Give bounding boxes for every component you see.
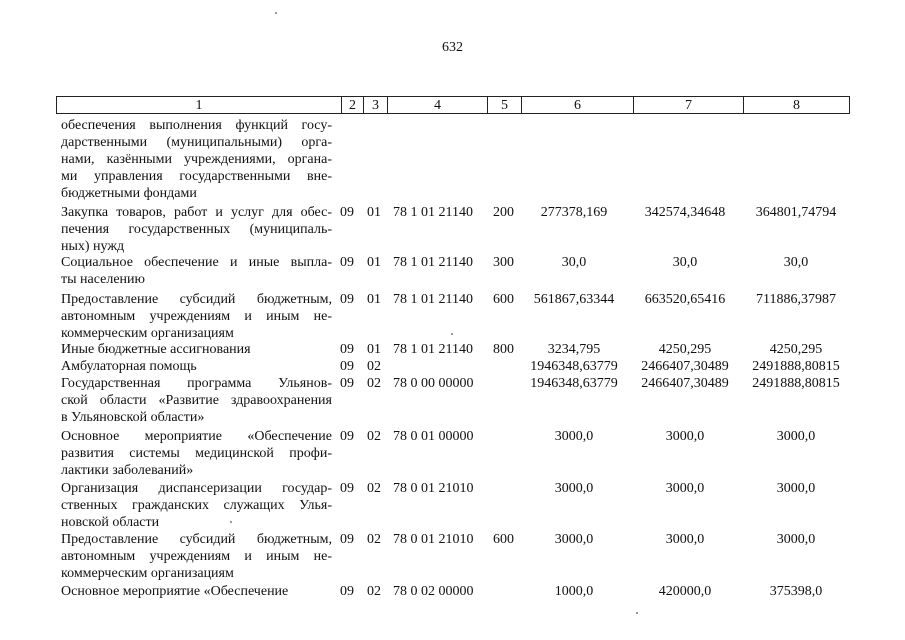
cell-c6: 30,0 — [561, 255, 587, 270]
cell-c8: 2491888,80815 — [752, 376, 840, 391]
row-name-line: Основное мероприятие «Обеспечение — [61, 429, 332, 444]
row-name-line: Государственная программа Ульянов- — [61, 376, 332, 391]
row-name-line: автономным учреждениям и иным не- — [61, 309, 332, 324]
row-name — [61, 291, 332, 342]
cell-c2: 09 — [340, 255, 354, 270]
row-name-line: развития системы медицинской профи- — [61, 446, 332, 461]
cell-c5: 800 — [493, 342, 514, 357]
cell-c6: 1946348,63779 — [530, 359, 618, 374]
cell-c7: 2466407,30489 — [641, 376, 729, 391]
row-name-line: нами, казёнными учреждениями, органа- — [61, 152, 332, 167]
scan-speck — [636, 612, 638, 614]
row-name — [61, 341, 332, 358]
cell-c5: 300 — [493, 255, 514, 270]
row-name-line: ственных гражданских служащих Улья- — [61, 498, 332, 513]
cell-c3: 01 — [367, 342, 381, 357]
scan-speck — [275, 12, 277, 14]
cell-c4: 78 0 00 00000 — [393, 376, 474, 391]
cell-c4: 78 1 01 21140 — [393, 255, 473, 270]
cell-c3: 01 — [367, 255, 381, 270]
row-name-line: дарственными (муниципальными) орга- — [61, 135, 332, 150]
cell-c3: 02 — [367, 481, 381, 496]
cell-c3: 02 — [367, 359, 381, 374]
row-name-line: ных) нужд — [61, 239, 125, 254]
cell-c3: 02 — [367, 532, 381, 547]
cell-c5: 600 — [493, 532, 514, 547]
cell-c8: 30,0 — [783, 255, 809, 270]
row-name — [61, 480, 332, 531]
cell-c4: 78 1 01 21140 — [393, 292, 473, 307]
cell-c3: 01 — [367, 292, 381, 307]
header-col-2: 2 — [341, 97, 363, 113]
header-col-8: 8 — [743, 97, 849, 113]
cell-c3: 02 — [367, 376, 381, 391]
cell-c2: 09 — [340, 532, 354, 547]
cell-c8: 3000,0 — [776, 429, 816, 444]
row-name-line: Основное мероприятие «Обеспечение — [61, 584, 289, 599]
cell-c2: 09 — [340, 481, 354, 496]
cell-c3: 01 — [367, 205, 381, 220]
row-name-line: ской области «Развитие здравоохранения — [61, 393, 332, 408]
row-name — [61, 254, 332, 288]
cell-c2: 09 — [340, 342, 354, 357]
cell-c8: 375398,0 — [769, 584, 823, 599]
row-name-line: Амбулаторная помощь — [61, 359, 197, 374]
cell-c3: 02 — [367, 584, 381, 599]
header-col-1: 1 — [195, 98, 203, 113]
cell-c7: 3000,0 — [665, 481, 705, 496]
row-name — [61, 375, 332, 426]
cell-c7: 3000,0 — [665, 532, 705, 547]
cell-c7: 30,0 — [672, 255, 698, 270]
row-name-line: лактики заболеваний» — [61, 463, 194, 478]
row-name-line: новской области — [61, 515, 160, 530]
header-col-3: 3 — [363, 97, 387, 113]
cell-c6: 561867,63344 — [533, 292, 615, 307]
cell-c2: 09 — [340, 205, 354, 220]
header-col-5: 5 — [487, 97, 521, 113]
cell-c6: 277378,169 — [540, 205, 608, 220]
row-name-line: ми управления государственными вне- — [61, 169, 332, 184]
cell-c4: 78 1 01 21140 — [393, 342, 473, 357]
cell-c2: 09 — [340, 376, 354, 391]
cell-c8: 3000,0 — [776, 481, 816, 496]
cell-c6: 3000,0 — [554, 429, 594, 444]
cell-c4: 78 0 01 00000 — [393, 429, 474, 444]
cell-c4: 78 0 02 00000 — [393, 584, 474, 599]
header-col-6: 6 — [521, 97, 633, 113]
cell-c8: 3000,0 — [776, 532, 816, 547]
row-name-line: печения государственных (муниципаль- — [61, 222, 332, 237]
cell-c7: 420000,0 — [658, 584, 712, 599]
cell-c8: 711886,37987 — [756, 292, 836, 307]
cell-c2: 09 — [340, 429, 354, 444]
row-name — [61, 428, 332, 479]
row-name-line: Предоставление субсидий бюджетным, — [61, 292, 332, 307]
cell-c4: 78 1 01 21140 — [393, 205, 473, 220]
page-number: 632 — [442, 40, 463, 55]
cell-c7: 4250,295 — [658, 342, 712, 357]
cell-c7: 342574,34648 — [644, 205, 726, 220]
row-name-line: в Ульяновской области» — [61, 410, 205, 425]
row-name-line: Организация диспансеризации государ- — [61, 481, 332, 496]
cell-c6: 3000,0 — [554, 481, 594, 496]
row-name — [61, 117, 332, 202]
cell-c7: 3000,0 — [665, 429, 705, 444]
scan-speck — [451, 333, 453, 335]
row-name-line: автономным учреждениям и иным не- — [61, 549, 332, 564]
cell-c5: 200 — [493, 205, 514, 220]
cell-c6: 1000,0 — [554, 584, 594, 599]
cell-c2: 09 — [340, 359, 354, 374]
cell-c3: 02 — [367, 429, 381, 444]
cell-c7: 2466407,30489 — [641, 359, 729, 374]
row-name-line: обеспечения выполнения функций госу- — [61, 118, 332, 133]
row-name — [61, 358, 332, 375]
header-col-7: 7 — [633, 97, 743, 113]
row-name-line: Закупка товаров, работ и услуг для обес- — [61, 205, 332, 220]
table-header-row — [56, 96, 850, 114]
cell-c6: 3234,795 — [547, 342, 601, 357]
row-name-line: ты населению — [61, 272, 145, 287]
row-name-line: коммерческим организациям — [61, 566, 234, 581]
row-name-line: Социальное обеспечение и иные выпла- — [61, 255, 332, 270]
cell-c7: 663520,65416 — [644, 292, 726, 307]
cell-c6: 1946348,63779 — [530, 376, 618, 391]
row-name-line: Иные бюджетные ассигнования — [61, 342, 251, 357]
row-name-line: коммерческим организациям — [61, 326, 234, 341]
cell-c8: 2491888,80815 — [752, 359, 840, 374]
cell-c6: 3000,0 — [554, 532, 594, 547]
cell-c4: 78 0 01 21010 — [393, 532, 474, 547]
row-name — [61, 204, 332, 255]
cell-c8: 4250,295 — [769, 342, 823, 357]
cell-c8: 364801,74794 — [755, 205, 837, 220]
row-name-line: Предоставление субсидий бюджетным, — [61, 532, 332, 547]
scan-speck — [230, 521, 232, 523]
row-name-line: бюджетными фондами — [61, 186, 197, 201]
row-name — [61, 583, 332, 600]
cell-c2: 09 — [340, 292, 354, 307]
header-col-4: 4 — [387, 97, 487, 113]
cell-c4: 78 0 01 21010 — [393, 481, 474, 496]
row-name — [61, 531, 332, 582]
cell-c5: 600 — [493, 292, 514, 307]
cell-c2: 09 — [340, 584, 354, 599]
